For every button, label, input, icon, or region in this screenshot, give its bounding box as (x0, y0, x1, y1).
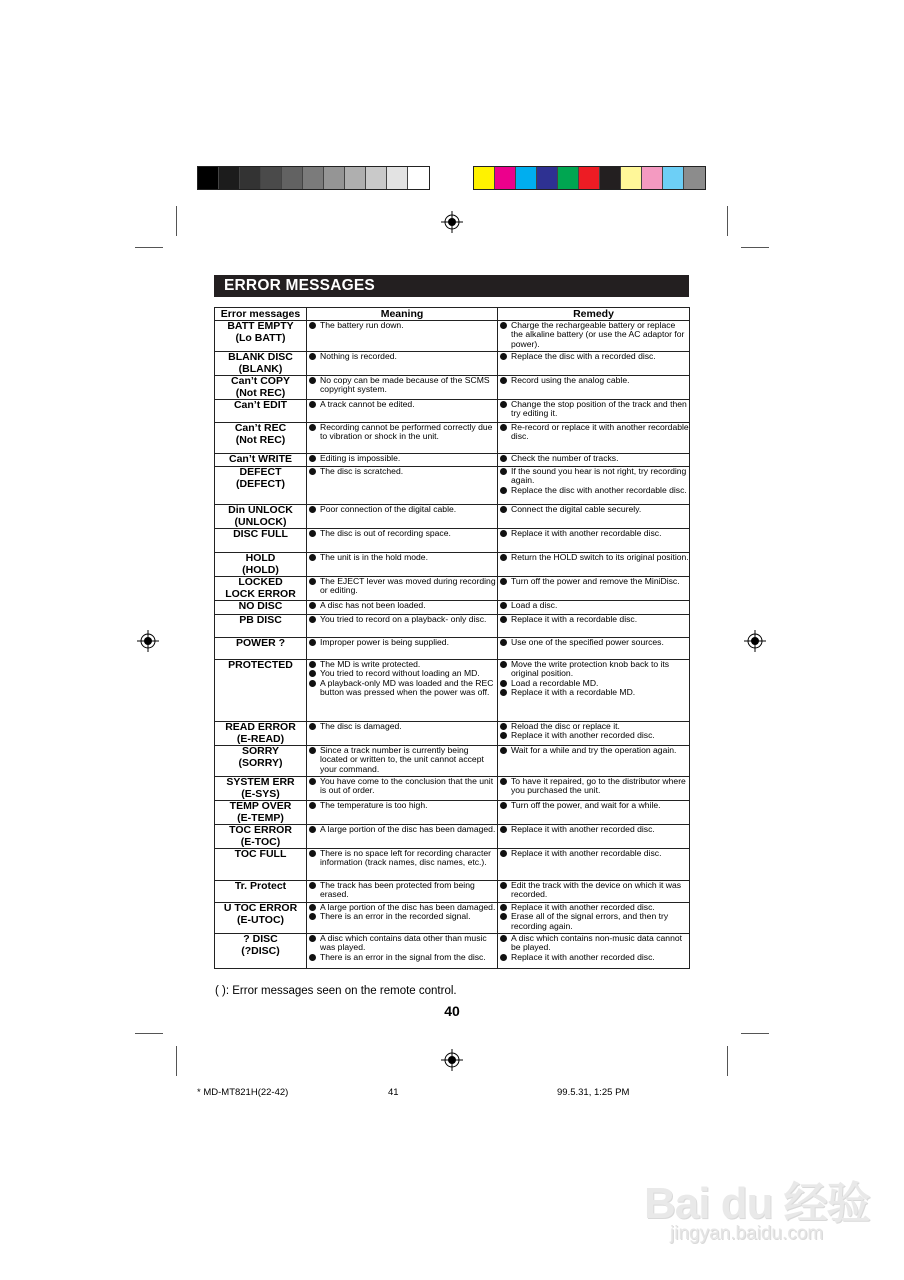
table-row (215, 746, 690, 777)
remedy-bullet-item: Load a recordable MD. (498, 679, 689, 688)
meaning-bullet-item: The EJECT lever was moved during recording or editing. (307, 577, 497, 596)
remedy-bullet-item: Re-record or replace it with another recordable disc. (498, 423, 689, 442)
meaning-cell (307, 400, 498, 423)
table-row (215, 577, 690, 601)
color-swatch (537, 167, 558, 189)
color-swatch (579, 167, 600, 189)
meaning-bullet-item: There is an error in the recorded signal. (307, 912, 497, 921)
remedy-cell (498, 777, 690, 801)
remedy-bullet-item: Replace it with a recordable MD. (498, 688, 689, 697)
remedy-bullet-item: Turn off the power, and wait for a while. (498, 801, 689, 810)
meaning-bullet-item: A large portion of the disc has been damaged. (307, 903, 497, 912)
remedy-bullet-item: Replace it with another recorded disc. (498, 953, 689, 962)
error-message-cell (215, 454, 307, 467)
crop-mark (135, 1033, 163, 1034)
remedy-cell (498, 400, 690, 423)
page-number: 40 (444, 1003, 460, 1019)
error-message-cell (215, 321, 307, 352)
error-message-label: POWER ? (236, 637, 285, 649)
crop-mark (176, 1046, 177, 1076)
table-row (215, 801, 690, 825)
error-message-label: (HOLD) (242, 563, 279, 576)
error-message-label: (DEFECT) (236, 477, 285, 490)
error-message-cell (215, 903, 307, 934)
meaning-cell (307, 553, 498, 577)
crop-mark (727, 206, 728, 236)
remedy-cell (498, 903, 690, 934)
remedy-bullet-item: If the sound you hear is not right, try recording again. (498, 467, 689, 486)
remedy-cell (498, 505, 690, 529)
color-swatch (303, 167, 324, 189)
section-title: ERROR MESSAGES (224, 277, 375, 294)
remedy-cell (498, 577, 690, 601)
error-message-cell (215, 553, 307, 577)
color-swatch (198, 167, 219, 189)
table-row (215, 660, 690, 722)
color-swatch (516, 167, 537, 189)
color-swatch (345, 167, 366, 189)
color-swatch (408, 167, 429, 189)
remedy-bullet-item: Replace the disc with a recorded disc. (498, 352, 689, 361)
meaning-cell (307, 454, 498, 467)
error-message-cell (215, 615, 307, 638)
meaning-bullet-item: The disc is out of recording space. (307, 529, 497, 538)
remedy-bullet-item: Replace it with another recordable disc. (498, 529, 689, 538)
error-message-cell (215, 746, 307, 777)
error-message-label: DISC FULL (233, 528, 288, 540)
error-message-cell (215, 400, 307, 423)
error-message-cell (215, 934, 307, 969)
error-message-label: (E-READ) (236, 732, 285, 745)
remedy-cell (498, 553, 690, 577)
remedy-bullet-item: To have it repaired, go to the distributor where you purchased the unit. (498, 777, 689, 796)
color-swatch (366, 167, 387, 189)
error-message-cell (215, 825, 307, 849)
footer-file-name: * MD-MT821H(22-42) (197, 1087, 289, 1098)
color-calibration-bar (473, 166, 706, 190)
remedy-bullet-item: Wait for a while and try the operation again. (498, 746, 689, 755)
section-title-bar (214, 275, 689, 297)
error-message-cell (215, 801, 307, 825)
table-header-row (215, 308, 690, 321)
error-message-cell (215, 601, 307, 615)
table-row (215, 825, 690, 849)
crop-mark (741, 1033, 769, 1034)
remedy-bullet-item: Move the write protection knob back to its original position. (498, 660, 689, 679)
remedy-cell (498, 825, 690, 849)
meaning-bullet-item: The MD is write protected. (307, 660, 497, 669)
color-swatch (558, 167, 579, 189)
error-message-label: ? DISC (243, 933, 278, 945)
table-row (215, 376, 690, 400)
error-message-label: (E-TEMP) (237, 811, 284, 824)
meaning-cell (307, 903, 498, 934)
crop-mark (741, 247, 769, 248)
error-message-cell (215, 376, 307, 400)
error-message-label: TOC FULL (234, 848, 287, 860)
meaning-bullet-item: The disc is damaged. (307, 722, 497, 731)
remedy-cell (498, 660, 690, 722)
meaning-bullet-item: A track cannot be edited. (307, 400, 497, 409)
color-swatch (261, 167, 282, 189)
remedy-bullet-item: Turn off the power and remove the MiniDisc. (498, 577, 689, 586)
error-message-cell (215, 638, 307, 660)
error-message-cell (215, 881, 307, 903)
error-message-label: (?DISC) (241, 944, 280, 957)
meaning-bullet-item: Poor connection of the digital cable. (307, 505, 497, 514)
error-message-label: (E-TOC) (240, 835, 281, 848)
remedy-cell (498, 454, 690, 467)
remedy-bullet-item: Replace it with a recordable disc. (498, 615, 689, 624)
meaning-cell (307, 352, 498, 376)
table-row (215, 352, 690, 376)
meaning-bullet-item: Since a track number is currently being located or written to, the unit cannot accept your command. (307, 746, 497, 774)
remedy-bullet-item: Use one of the specified power sources. (498, 638, 689, 647)
error-message-cell (215, 722, 307, 746)
remedy-bullet-item: Erase all of the signal errors, and then try recording again. (498, 912, 689, 931)
error-message-label: (Not REC) (235, 386, 286, 399)
remedy-bullet-item: Replace it with another recordable disc. (498, 849, 689, 858)
color-swatch (474, 167, 495, 189)
error-message-label: Can’t COPY (231, 375, 290, 387)
error-message-cell (215, 577, 307, 601)
remedy-cell (498, 722, 690, 746)
table-row (215, 722, 690, 746)
watermark-brand: Bai du 经验 (644, 1179, 870, 1228)
watermark-url: jingyan.baidu.com (670, 1223, 824, 1244)
color-swatch (495, 167, 516, 189)
error-message-label: BATT EMPTY (227, 320, 294, 332)
error-message-label: (Not REC) (235, 433, 286, 446)
meaning-cell (307, 601, 498, 615)
meaning-bullet-item: No copy can be made because of the SCMS copyright system. (307, 376, 497, 395)
crop-mark (727, 1046, 728, 1076)
meaning-cell (307, 577, 498, 601)
meaning-cell (307, 825, 498, 849)
remote-control-note: ( ): Error messages seen on the remote control. (215, 985, 457, 997)
footer-page-ref: 41 (388, 1087, 399, 1098)
table-row (215, 601, 690, 615)
meaning-bullet-item: There is an error in the signal from the disc. (307, 953, 497, 962)
error-message-label: SYSTEM ERR (226, 776, 295, 788)
remedy-bullet-item: Change the stop position of the track and then try editing it. (498, 400, 689, 419)
table-row (215, 903, 690, 934)
error-message-label: LOCK ERROR (225, 587, 296, 600)
table-row (215, 467, 690, 505)
remedy-cell (498, 529, 690, 553)
remedy-cell (498, 934, 690, 969)
error-message-label: LOCKED (238, 576, 283, 588)
meaning-cell (307, 505, 498, 529)
color-swatch (600, 167, 621, 189)
meaning-bullet-item: The unit is in the hold mode. (307, 553, 497, 562)
table-row (215, 454, 690, 467)
error-message-label: (E-SYS) (241, 787, 280, 800)
meaning-cell (307, 777, 498, 801)
table-row (215, 615, 690, 638)
meaning-bullet-item: You tried to record on a playback- only disc. (307, 615, 497, 624)
meaning-bullet-item: The temperature is too high. (307, 801, 497, 810)
meaning-cell (307, 881, 498, 903)
remedy-cell (498, 746, 690, 777)
error-message-label: DEFECT (239, 466, 282, 478)
header-remedy: Remedy (498, 308, 690, 321)
remedy-cell (498, 376, 690, 400)
meaning-cell (307, 321, 498, 352)
error-message-label: Can’t EDIT (233, 399, 288, 411)
meaning-bullet-item: The track has been protected from being erased. (307, 881, 497, 900)
meaning-bullet-item: Recording cannot be performed correctly due to vibration or shock in the unit. (307, 423, 497, 442)
error-message-label: READ ERROR (225, 721, 296, 733)
meaning-cell (307, 467, 498, 505)
meaning-cell (307, 934, 498, 969)
header-meaning: Meaning (307, 308, 498, 321)
registration-mark-icon (441, 211, 463, 233)
meaning-bullet-item: A disc has not been loaded. (307, 601, 497, 610)
error-message-label: (UNLOCK) (234, 515, 287, 528)
remedy-cell (498, 801, 690, 825)
color-swatch (642, 167, 663, 189)
remedy-bullet-item: Edit the track with the device on which it was recorded. (498, 881, 689, 900)
error-message-cell (215, 849, 307, 881)
registration-mark-icon (744, 630, 766, 652)
meaning-cell (307, 660, 498, 722)
error-message-cell (215, 777, 307, 801)
remedy-bullet-item: Connect the digital cable securely. (498, 505, 689, 514)
table-row (215, 934, 690, 969)
error-message-cell (215, 529, 307, 553)
remedy-bullet-item: A disc which contains non-music data cannot be played. (498, 934, 689, 953)
remedy-cell (498, 467, 690, 505)
remedy-bullet-item: Charge the rechargeable battery or replace the alkaline battery (or use the AC adaptor for power). (498, 321, 689, 349)
crop-mark (176, 206, 177, 236)
meaning-cell (307, 376, 498, 400)
error-message-label: PROTECTED (228, 659, 293, 671)
error-message-label: TEMP OVER (229, 800, 292, 812)
error-message-label: Can’t REC (234, 422, 287, 434)
error-message-cell (215, 660, 307, 722)
meaning-bullet-item: The disc is scratched. (307, 467, 497, 476)
error-message-label: HOLD (245, 552, 276, 564)
meaning-bullet-item: Improper power is being supplied. (307, 638, 497, 647)
remedy-bullet-item: Replace it with another recorded disc. (498, 903, 689, 912)
meaning-cell (307, 638, 498, 660)
table-row (215, 553, 690, 577)
error-message-label: Tr. Protect (234, 880, 287, 892)
remedy-bullet-item: Replace it with another recorded disc. (498, 731, 689, 740)
meaning-bullet-item: A disc which contains data other than music was played. (307, 934, 497, 953)
meaning-bullet-item: A large portion of the disc has been damaged. (307, 825, 497, 834)
meaning-cell (307, 722, 498, 746)
remedy-cell (498, 615, 690, 638)
error-message-cell (215, 352, 307, 376)
table-row (215, 777, 690, 801)
footer-timestamp: 99.5.31, 1:25 PM (557, 1087, 630, 1098)
meaning-cell (307, 615, 498, 638)
remedy-cell (498, 881, 690, 903)
watermark (640, 1145, 870, 1255)
table-row (215, 849, 690, 881)
table-row (215, 321, 690, 352)
error-message-cell (215, 423, 307, 454)
remedy-bullet-item: Record using the analog cable. (498, 376, 689, 385)
error-message-label: PB DISC (239, 614, 282, 626)
table-row (215, 529, 690, 553)
error-message-label: (Lo BATT) (235, 331, 286, 344)
remedy-cell (498, 601, 690, 615)
error-message-label: U TOC ERROR (223, 902, 298, 914)
color-swatch (684, 167, 705, 189)
remedy-cell (498, 352, 690, 376)
meaning-bullet-item: Nothing is recorded. (307, 352, 497, 361)
color-swatch (663, 167, 684, 189)
table-row (215, 423, 690, 454)
meaning-bullet-item: Editing is impossible. (307, 454, 497, 463)
meaning-bullet-item: You have come to the conclusion that the unit is out of order. (307, 777, 497, 796)
meaning-bullet-item: You tried to record without loading an MD. (307, 669, 497, 678)
meaning-cell (307, 529, 498, 553)
table-row (215, 400, 690, 423)
meaning-cell (307, 801, 498, 825)
error-message-label: (BLANK) (238, 362, 283, 375)
remedy-cell (498, 423, 690, 454)
remedy-bullet-item: Replace the disc with another recordable disc. (498, 486, 689, 495)
remedy-cell (498, 638, 690, 660)
color-swatch (324, 167, 345, 189)
color-swatch (621, 167, 642, 189)
remedy-bullet-item: Replace it with another recorded disc. (498, 825, 689, 834)
meaning-cell (307, 849, 498, 881)
error-message-label: TOC ERROR (229, 824, 292, 836)
crop-mark (135, 247, 163, 248)
header-error-messages: Error messages (215, 308, 307, 321)
color-swatch (219, 167, 240, 189)
table-row (215, 638, 690, 660)
color-swatch (387, 167, 408, 189)
meaning-bullet-item: A playback-only MD was loaded and the REC button was pressed when the power was off. (307, 679, 497, 698)
meaning-cell (307, 423, 498, 454)
meaning-bullet-item: There is no space left for recording character information (track names, disc names, etc.). (307, 849, 497, 868)
error-message-cell (215, 505, 307, 529)
grayscale-calibration-bar (197, 166, 430, 190)
meaning-cell (307, 746, 498, 777)
remedy-cell (498, 321, 690, 352)
remedy-cell (498, 849, 690, 881)
remedy-bullet-item: Reload the disc or replace it. (498, 722, 689, 731)
table-row (215, 881, 690, 903)
error-message-label: NO DISC (238, 600, 283, 612)
registration-mark-icon (137, 630, 159, 652)
remedy-bullet-item: Return the HOLD switch to its original position. (498, 553, 689, 562)
table-row (215, 505, 690, 529)
error-message-label: BLANK DISC (228, 351, 293, 363)
error-message-cell (215, 467, 307, 505)
error-message-label: Can’t WRITE (229, 453, 292, 465)
color-swatch (282, 167, 303, 189)
error-message-label: (E-UTOC) (236, 913, 285, 926)
remedy-bullet-item: Check the number of tracks. (498, 454, 689, 463)
error-message-label: Din UNLOCK (228, 504, 293, 516)
error-messages-table (214, 307, 690, 969)
meaning-bullet-item: The battery run down. (307, 321, 497, 330)
error-message-label: SORRY (242, 745, 279, 757)
color-swatch (240, 167, 261, 189)
remedy-bullet-item: Load a disc. (498, 601, 689, 610)
registration-mark-icon (441, 1049, 463, 1071)
error-message-label: (SORRY) (238, 756, 283, 769)
